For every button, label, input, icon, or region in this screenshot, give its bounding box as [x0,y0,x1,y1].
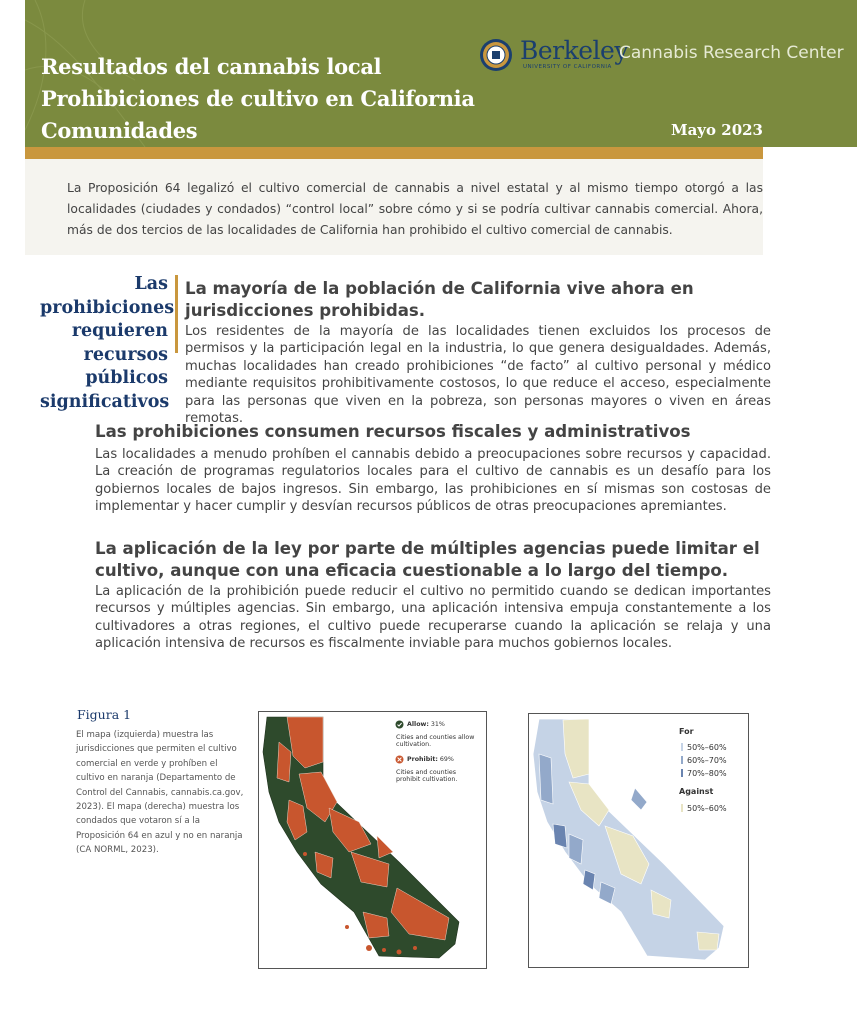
side-heading-line: públicos [85,368,168,388]
side-heading-line: recursos [83,344,168,365]
legend-swatch [681,756,683,764]
against-legend-item: 50%–60% [681,804,727,813]
side-heading-line: requieren [71,321,168,341]
research-center-name: Cannabis Research Center [619,43,844,63]
section-2-heading: Las prohibiciones consumen recursos fiscales y administrativos [95,422,691,441]
publication-date: Mayo 2023 [670,121,763,139]
section-1-body: Los residentes de la mayoría de las localidades tienen excluidos los procesos de permisos y la participación legal en la industria, lo que genera desigualdades. Además, muchas localidades han creado prohibiciones “de facto” al cultivo personal y médico mediante requisitos prohibitivamente costosos, lo que reduce el acceso, especialmente para las personas que viven en la pobreza, son personas mayores o viven en áreas remotas. [185,324,771,427]
prohibit-legend-label: Prohibit: 69% [407,756,454,763]
brand-subtitle: UNIVERSITY OF CALIFORNIA [523,64,612,70]
figure-title: Figura 1 [77,707,132,722]
title-line-3: Comunidades [41,118,198,143]
legend-swatch [681,743,683,751]
section-1-heading: La mayoría de la población de California vive ahora en jurisdicciones prohibidas. [185,279,694,320]
california-cultivation-map-graphic [259,712,486,968]
title-line-1: Resultados del cannabis local [41,54,382,79]
university-seal-icon [479,38,513,72]
for-legend-item: 60%–70% [681,756,727,765]
prop64-vote-map [528,713,749,968]
header-banner [25,0,857,147]
cultivation-map [258,711,487,969]
figure-caption: El mapa (izquierda) muestra las jurisdicciones que permiten el cultivo comercial en verde y prohíben el cultivo en naranja (Departamento de Control del Cannabis, cannabis.ca.gov, 2023). El mapa (derecha) muestra los condados que votaron sí a la Proposición 64 en azul y no en naranja (CA NORML, 2023). [76,730,244,856]
side-heading-line: prohibiciones [40,297,175,318]
side-heading-line: significativos [40,391,170,412]
legend-swatch [681,804,683,812]
prohibit-legend-desc: Cities and counties prohibit cultivation. [396,769,458,783]
title-line-2: Prohibiciones de cultivo en California [41,86,475,111]
section-3-heading: La aplicación de la ley por parte de múltiples agencias puede limitar el cultivo, aunque con una eficacia cuestionable a lo largo del tiempo. [95,539,760,580]
allow-legend-desc: Cities and counties allow cultivation. [396,734,475,748]
for-legend-item: 50%–60% [681,743,727,752]
side-heading [40,273,175,414]
side-rule [175,275,178,353]
legend-swatch [681,769,683,777]
allow-legend-swatch [395,720,404,729]
against-legend-title: Against [679,787,714,796]
intro-text: La Proposición 64 legalizó el cultivo comercial de cannabis a nivel estatal y al mismo tiempo otorgó a las localidades (ciudades y condados) “control local” sobre cómo y si se podría cultivar cannabis comercial. Ahora, más de dos tercios de las localidades de California han prohibido el cultivo comercial de cannabis. [67,181,763,237]
for-legend-title: For [679,727,694,736]
gold-divider [25,147,763,159]
section-2-body: Las localidades a menudo prohíben el cannabis debido a preocupaciones sobre recursos y capacidad. La creación de programas regulatorios locales para el cultivo de cannabis es un desafío para los gobiernos locales de bajos ingresos. Sin embargo, las prohibiciones en sí mismas son costosas de implementar y hacer cumplir y desvían recursos públicos de otras preocupaciones apremiantes. [95,447,771,515]
section-3-body: La aplicación de la prohibición puede reducir el cultivo no permitido cuando se dedican importantes recursos y múltiples agencias. Sin embargo, una aplicación intensiva empuja constantemente a los cultivadores a otras regiones, el cultivo puede recuperarse cuando la aplicación se relaja y una aplicación intensiva de recursos es fiscalmente inviable para muchos gobiernos locales. [95,584,771,652]
for-legend-item: 70%–80% [681,769,727,778]
allow-legend-label: Allow: 31% [407,721,445,728]
side-heading-line: Las [134,274,168,294]
prohibit-legend-swatch [395,755,404,764]
brand-name: Berkeley [520,36,628,65]
